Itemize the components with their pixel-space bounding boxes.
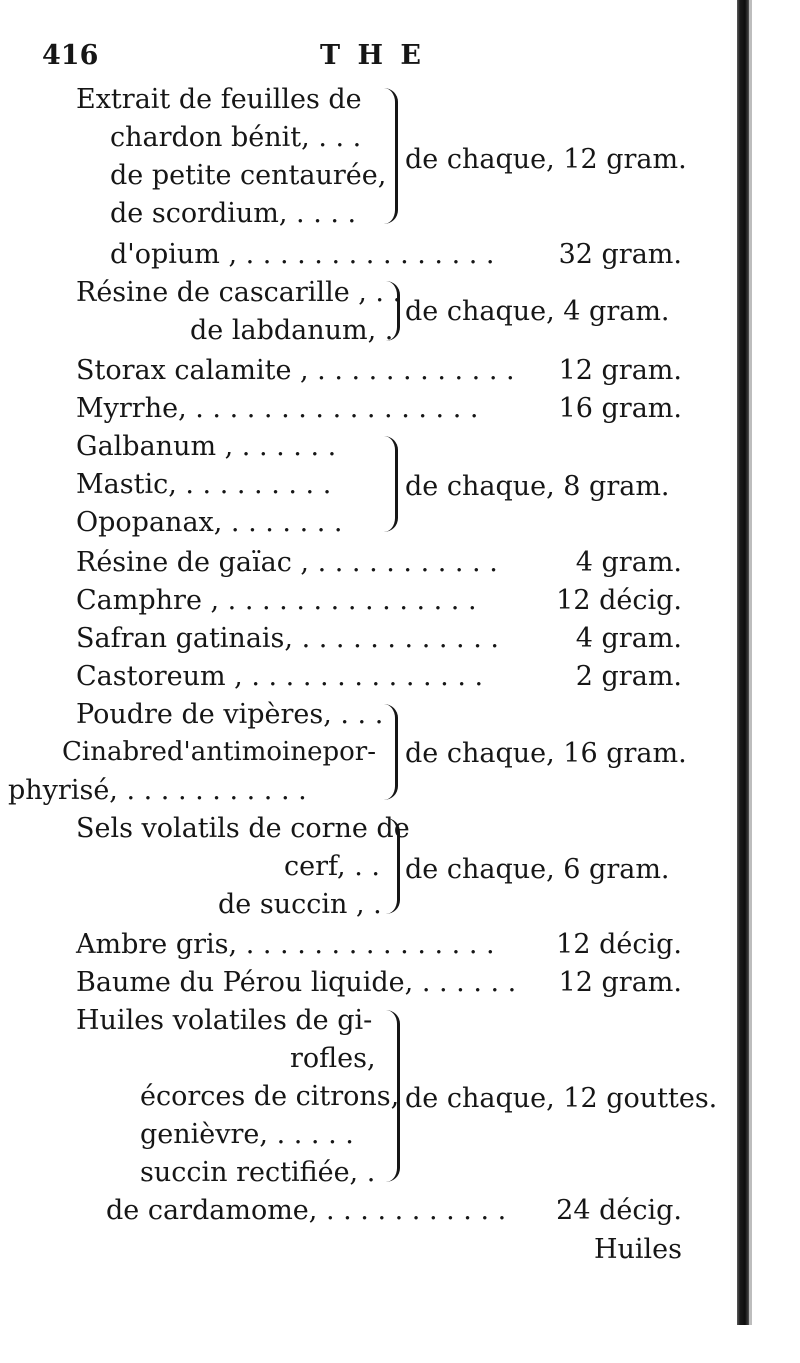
quantity: 4 gram. [575, 547, 682, 578]
ingredient-line: Safran gatinais, . . . . . . . . . . . . [76, 623, 499, 654]
ingredient-line: phyrisé, . . . . . . . . . . . [8, 775, 307, 806]
ingredient-line: Poudre de vipères, . . . [76, 699, 384, 730]
ingredient-line: d'opium , . . . . . . . . . . . . . . . [110, 239, 495, 270]
quantity: 12 décig. [556, 929, 682, 960]
ingredient-line: Opopanax, . . . . . . . [76, 507, 343, 538]
grouping-brace [383, 436, 398, 532]
grouping-brace [385, 818, 400, 914]
quantity: 12 gram. [558, 355, 682, 386]
ingredient-line: cerf, . . [284, 851, 380, 882]
quantity: 24 décig. [556, 1195, 682, 1226]
grouping-brace [383, 704, 398, 800]
ingredient-line: Sels volatils de corne de [76, 813, 410, 844]
quantity: de chaque, 4 gram. [405, 296, 670, 327]
quantity: 2 gram. [575, 661, 682, 692]
ingredient-line: succin rectifiée, . [140, 1157, 376, 1188]
ingredient-line: de cardamome, . . . . . . . . . . . [106, 1195, 507, 1226]
quantity: 4 gram. [575, 623, 682, 654]
quantity: de chaque, 8 gram. [405, 471, 670, 502]
ingredient-line: Extrait de feuilles de [76, 84, 362, 115]
quantity: 32 gram. [558, 239, 682, 270]
ingredient-line: écorces de citrons, [140, 1081, 400, 1112]
ingredient-line: genièvre, . . . . . [140, 1119, 354, 1150]
ingredient-line: Ambre gris, . . . . . . . . . . . . . . . [76, 929, 495, 960]
ingredient-line: Huiles volatiles de gi- [76, 1005, 373, 1036]
catchword: Huiles [593, 1234, 682, 1265]
ingredient-line: Résine de cascarille , . . [76, 277, 402, 308]
quantity: 12 gram. [558, 967, 682, 998]
ingredient-line: rofles, [290, 1043, 376, 1074]
ingredient-line: de scordium, . . . . [110, 198, 357, 229]
running-title: T H E [320, 40, 425, 71]
ingredient-line: de petite centaurée, [110, 160, 387, 191]
quantity: de chaque, 12 gouttes. [405, 1083, 718, 1114]
grouping-brace [385, 281, 400, 341]
ingredient-line: Storax calamite , . . . . . . . . . . . . [76, 355, 515, 386]
ingredient-line: Galbanum , . . . . . . [76, 431, 337, 462]
ingredient-line: Cinabred'antimoinepor- [62, 737, 376, 767]
grouping-brace [383, 88, 398, 224]
ingredient-line: de succin , . [218, 889, 382, 920]
ingredient-line: Mastic, . . . . . . . . . [76, 469, 332, 500]
quantity: de chaque, 6 gram. [405, 854, 670, 885]
ingredient-line: de labdanum, . [190, 315, 394, 346]
ingredient-line: Camphre , . . . . . . . . . . . . . . . [76, 585, 477, 616]
ingredient-line: Castoreum , . . . . . . . . . . . . . . [76, 661, 484, 692]
ingredient-line: Baume du Pérou liquide, . . . . . . [76, 967, 517, 998]
quantity: 12 décig. [556, 585, 682, 616]
quantity: de chaque, 12 gram. [405, 144, 687, 175]
ingredient-line: Myrrhe, . . . . . . . . . . . . . . . . . [76, 393, 479, 424]
page-number: 416 [42, 40, 99, 71]
quantity: 16 gram. [558, 393, 682, 424]
grouping-brace [385, 1010, 400, 1182]
ingredient-line: chardon bénit, . . . [110, 122, 362, 153]
book-binding-edge-highlight [749, 0, 752, 1325]
quantity: de chaque, 16 gram. [405, 738, 687, 769]
ingredient-line: Résine de gaïac , . . . . . . . . . . . [76, 547, 498, 578]
